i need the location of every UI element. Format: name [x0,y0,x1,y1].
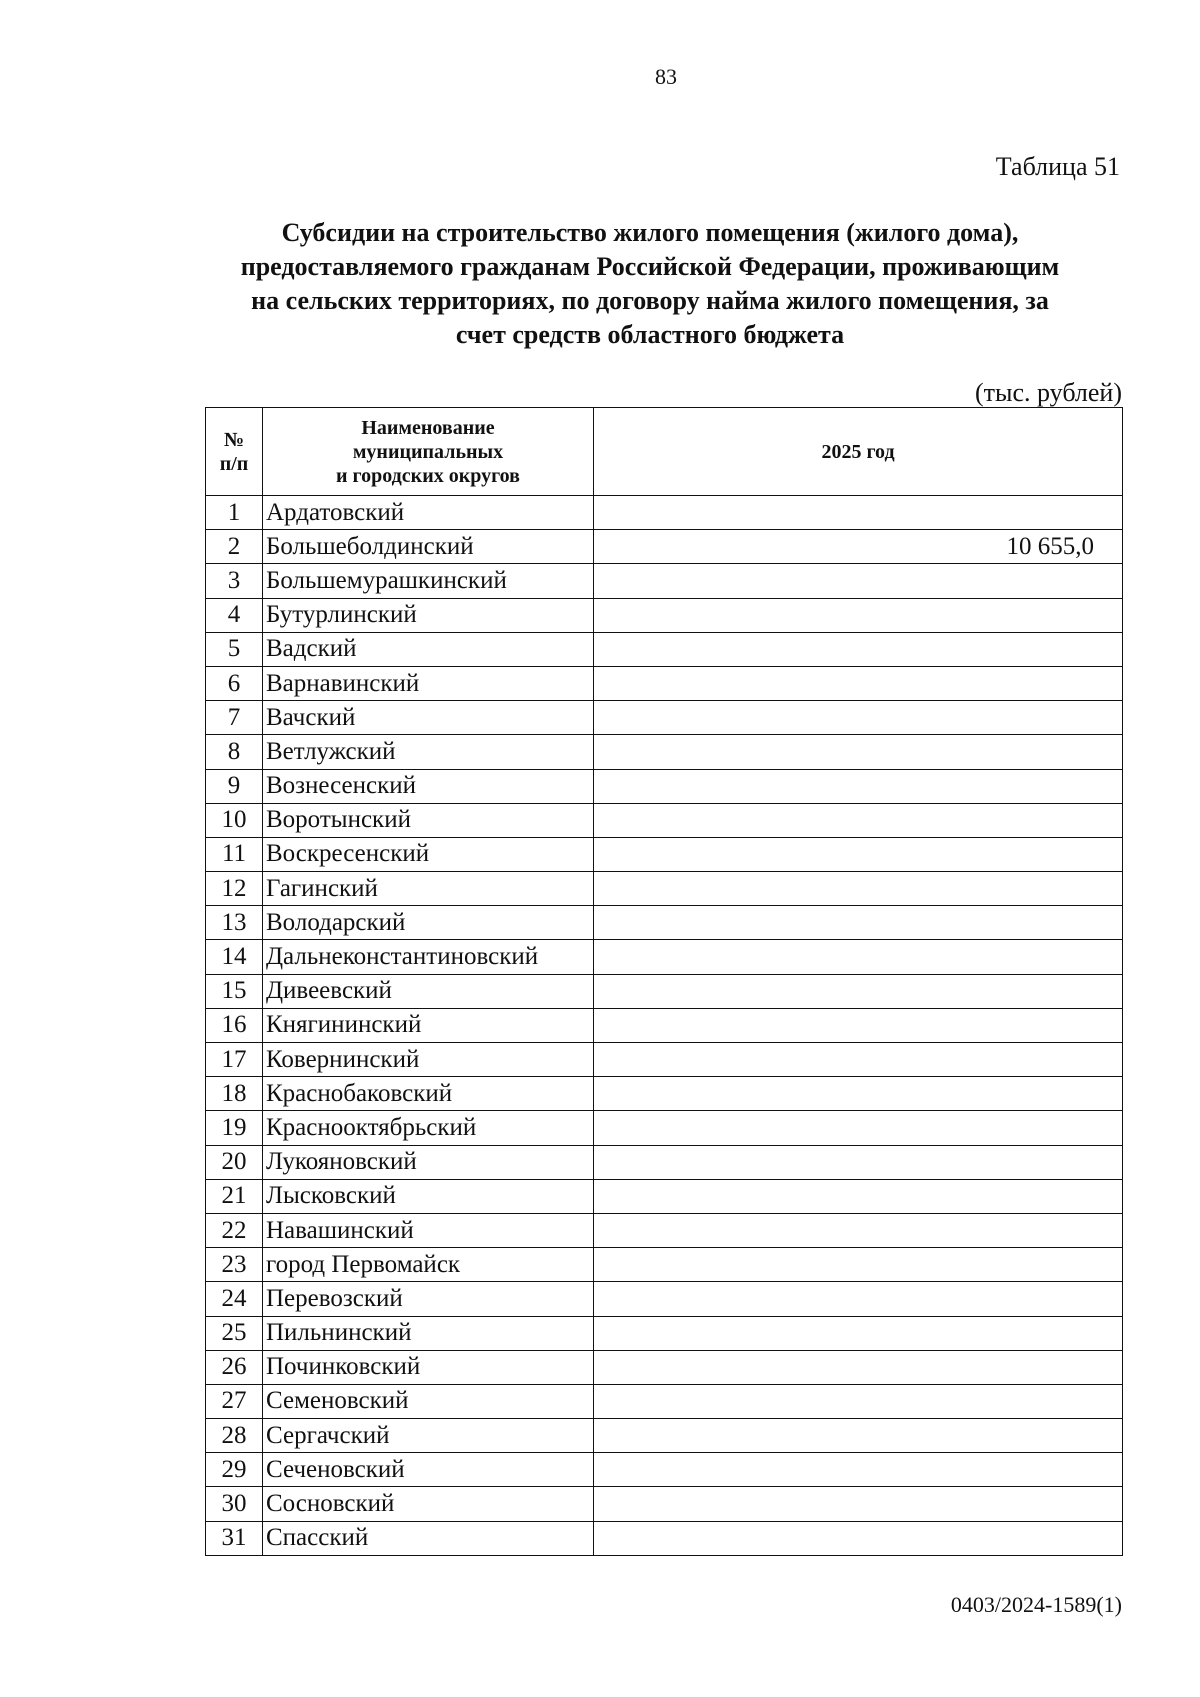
document-title [150,216,1150,352]
row-number: 2 [206,530,263,564]
table-row [206,1350,1123,1384]
row-value-2025 [594,1419,1123,1453]
row-value-2025: 10 655,0 [594,530,1123,564]
row-district-name: Гагинский [263,872,594,906]
row-value-2025 [594,666,1123,700]
row-district-name: Вадский [263,632,594,666]
row-value-2025 [594,701,1123,735]
row-district-name: Починковский [263,1350,594,1384]
row-district-name: Ковернинский [263,1043,594,1077]
row-number: 14 [206,940,263,974]
row-value-2025 [594,632,1123,666]
row-district-name: Сергачский [263,1419,594,1453]
row-value-2025 [594,1316,1123,1350]
row-number: 5 [206,632,263,666]
table-row [206,1316,1123,1350]
row-district-name: Лукояновский [263,1145,594,1179]
row-number: 9 [206,769,263,803]
table-row [206,1111,1123,1145]
row-district-name: Краснооктябрьский [263,1111,594,1145]
row-number: 23 [206,1248,263,1282]
table-row [206,1487,1123,1521]
table-row [206,496,1123,530]
row-district-name: Ветлужский [263,735,594,769]
row-value-2025 [594,1213,1123,1247]
row-district-name: Княгининский [263,1008,594,1042]
row-value-2025 [594,940,1123,974]
row-district-name: Спасский [263,1521,594,1555]
table-row [206,632,1123,666]
header-year: 2025 год [594,408,1123,496]
table-label: Таблица 51 [995,152,1120,181]
table-row [206,837,1123,871]
row-number: 29 [206,1453,263,1487]
table-row [206,1521,1123,1555]
row-value-2025 [594,906,1123,940]
row-district-name: Пильнинский [263,1316,594,1350]
row-value-2025 [594,1487,1123,1521]
table-row [206,1077,1123,1111]
row-district-name: Вознесенский [263,769,594,803]
row-district-name: Навашинский [263,1213,594,1247]
row-number: 26 [206,1350,263,1384]
table-row [206,1213,1123,1247]
row-district-name: Перевозский [263,1282,594,1316]
page-number: 83 [655,64,677,89]
title-line: счет средств областного бюджета [455,320,845,349]
row-number: 1 [206,496,263,530]
header-number: № п/п [206,408,263,496]
title-line: предоставляемого гражданам Российской Федерации, проживающим [240,252,1060,281]
row-number: 30 [206,1487,263,1521]
table-row [206,701,1123,735]
row-district-name: Ардатовский [263,496,594,530]
row-number: 7 [206,701,263,735]
row-number: 21 [206,1179,263,1213]
row-district-name: Дальнеконстантиновский [263,940,594,974]
row-district-name: Володарский [263,906,594,940]
table-row [206,872,1123,906]
table-row [206,974,1123,1008]
row-value-2025 [594,1350,1123,1384]
row-district-name: Воскресенский [263,837,594,871]
row-value-2025 [594,803,1123,837]
row-number: 17 [206,1043,263,1077]
document-code: 0403/2024-1589(1) [950,1592,1122,1617]
subsidy-table [205,407,1123,1556]
row-district-name: Лысковский [263,1179,594,1213]
row-value-2025 [594,1282,1123,1316]
table-row [206,735,1123,769]
row-number: 15 [206,974,263,1008]
row-number: 18 [206,1077,263,1111]
row-value-2025 [594,1384,1123,1418]
row-district-name: Сеченовский [263,1453,594,1487]
row-district-name: Бутурлинский [263,598,594,632]
table-row [206,906,1123,940]
row-number: 20 [206,1145,263,1179]
row-district-name: Сосновский [263,1487,594,1521]
header-name: Наименование муниципальных и городских округов [263,408,594,496]
title-line: на сельских территориях, по договору найма жилого помещения, за [251,286,1049,315]
table-row [206,1282,1123,1316]
table-row [206,666,1123,700]
row-value-2025 [594,598,1123,632]
table-row [206,564,1123,598]
row-value-2025 [594,496,1123,530]
row-district-name: город Первомайск [263,1248,594,1282]
row-value-2025 [594,769,1123,803]
row-number: 11 [206,837,263,871]
row-number: 16 [206,1008,263,1042]
table-row [206,1384,1123,1418]
row-value-2025 [594,564,1123,598]
row-value-2025 [594,735,1123,769]
row-value-2025 [594,872,1123,906]
title-line: Субсидии на строительство жилого помещения (жилого дома), [281,218,1019,247]
row-district-name: Варнавинский [263,666,594,700]
table-row [206,1248,1123,1282]
row-number: 31 [206,1521,263,1555]
row-number: 4 [206,598,263,632]
row-number: 3 [206,564,263,598]
table-row [206,1419,1123,1453]
table-row [206,1008,1123,1042]
table-row [206,1043,1123,1077]
row-district-name: Большеболдинский [263,530,594,564]
table-row [206,940,1123,974]
table-row [206,1145,1123,1179]
row-value-2025 [594,1077,1123,1111]
row-district-name: Краснобаковский [263,1077,594,1111]
table-header-row [206,408,1123,496]
row-number: 12 [206,872,263,906]
row-value-2025 [594,1179,1123,1213]
row-district-name: Семеновский [263,1384,594,1418]
row-value-2025 [594,1521,1123,1555]
table-row [206,530,1123,564]
row-district-name: Дивеевский [263,974,594,1008]
row-value-2025 [594,837,1123,871]
row-value-2025 [594,974,1123,1008]
row-value-2025 [594,1008,1123,1042]
table-row [206,1179,1123,1213]
row-number: 19 [206,1111,263,1145]
row-value-2025 [594,1453,1123,1487]
table-body [206,496,1123,1556]
table-row [206,803,1123,837]
row-district-name: Большемурашкинский [263,564,594,598]
table-row [206,769,1123,803]
units-label: (тыс. рублей) [974,378,1122,407]
row-value-2025 [594,1248,1123,1282]
table-row [206,1453,1123,1487]
row-number: 24 [206,1282,263,1316]
row-number: 27 [206,1384,263,1418]
row-number: 10 [206,803,263,837]
table-row [206,598,1123,632]
row-number: 6 [206,666,263,700]
row-value-2025 [594,1111,1123,1145]
row-value-2025 [594,1145,1123,1179]
row-number: 8 [206,735,263,769]
row-number: 25 [206,1316,263,1350]
row-number: 22 [206,1213,263,1247]
row-value-2025 [594,1043,1123,1077]
row-number: 28 [206,1419,263,1453]
row-district-name: Вачский [263,701,594,735]
row-district-name: Воротынский [263,803,594,837]
row-number: 13 [206,906,263,940]
